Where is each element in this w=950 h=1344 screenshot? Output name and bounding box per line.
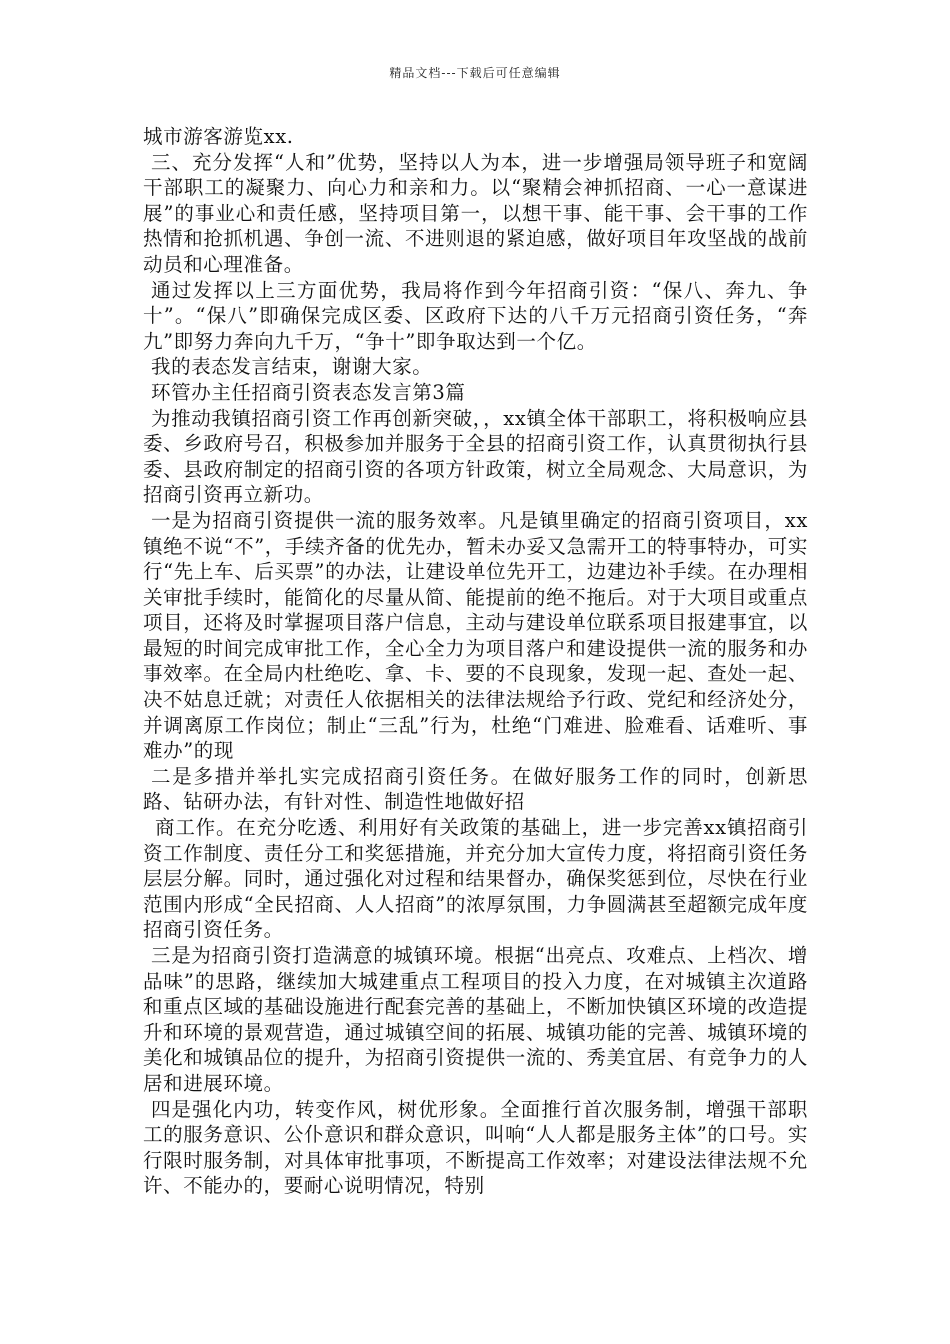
paragraph: 三是为招商引资打造满意的城镇环境。根据“出亮点、攻难点、上档次、增品味”的思路，继续加大城建重点工程项目的投入力度，在对城镇主次道路和重点区域的基础设施进行配套完善的基础上，不断加快镇区环境的改造提升和环境的景观营造，通过城镇空间的拓展、城镇功能的完善、城镇环境的美化和城镇品位的提升，为招商引资提供一流的、秀美宜居、有竞争力的人居和进展环境。 xyxy=(143,944,808,1095)
section-title: 环管办主任招商引资表态发言第3篇 xyxy=(151,380,466,404)
paragraph: 一是为招商引资提供一流的服务效率。凡是镇里确定的招商引资项目，xx镇绝不说“不”，手续齐备的优先办，暂未办妥又急需开工的特事特办，可实行“先上车、后买票”的办法，让建设单位先开工，边建边补手续。在办理相关审批手续时，能简化的尽量从简、能提前的绝不拖后。对于大项目或重点项目，还将及时掌握项目落户信息，主动与建设单位联系项目报建事宜，以最短的时间完成审批工作，全心全力为项目落户和建设提供一流的服务和办事效率。在全局内杜绝吃、拿、卡、要的不良现象，发现一起、查处一起、决不姑息迁就；对责任人依据相关的法律法规给予行政、党纪和经济处分，并调离原工作岗位；制止“三乱”行为，杜绝“门难进、脸难看、话难听、事难办”的现 xyxy=(143,508,808,763)
page-header: 精品文档---下载后可任意编辑 xyxy=(389,66,561,80)
paragraph: 通过发挥以上三方面优势，我局将作到今年招商引资：“保八、奔九、争十”。“保八”即确保完成区委、区政府下达的八千万元招商引资任务，“奔九”即努力奔向九千万，“争十”即争取达到一个亿。 xyxy=(143,278,808,353)
paragraph: 三、充分发挥“人和”优势，坚持以人为本，进一步增强局领导班子和宽阔干部职工的凝聚力、向心力和亲和力。以“聚精会神抓招商、一心一意谋进展”的事业心和责任感，坚持项目第一，以想干事、能干事、会干事的工作热情和抢抓机遇、争创一流、不进则退的紧迫感，做好项目年攻坚战的战前动员和心理准备。 xyxy=(143,150,808,276)
document-body xyxy=(143,124,808,1199)
paragraph: 城市游客游览xx. xyxy=(143,125,294,148)
paragraph: 商工作。在充分吃透、利用好有关政策的基础上，进一步完善xx镇招商引资工作制度、责任分工和奖惩措施，并充分加大宣传力度，将招商引资任务层层分解。同时，通过强化对过程和结果督办，确保奖惩到位，尽快在行业范围内形成“全民招商、人人招商”的浓厚氛围，力争圆满甚至超额完成年度招商引资任务。 xyxy=(143,816,808,942)
paragraph: 为推动我镇招商引资工作再创新突破，，xx镇全体干部职工，将积极响应县委、乡政府号召，积极参加并服务于全县的招商引资工作，认真贯彻执行县委、县政府制定的招商引资的各项方针政策，树立全局观念、大局意识，为招商引资再立新功。 xyxy=(143,406,808,507)
paragraph: 我的表态发言结束，谢谢大家。 xyxy=(151,355,433,379)
paragraph: 二是多措并举扎实完成招商引资任务。在做好服务工作的同时，创新思路、钻研办法，有针对性、制造性地做好招 xyxy=(143,764,808,814)
paragraph: 四是强化内功，转变作风，树优形象。全面推行首次服务制，增强干部职工的服务意识、公仆意识和群众意识，叫响“人人都是服务主体”的口号。实行限时服务制，对具体审批事项，不断提高工作效率；对建设法律法规不允许、不能办的，要耐心说明情况，特别 xyxy=(143,1097,808,1198)
